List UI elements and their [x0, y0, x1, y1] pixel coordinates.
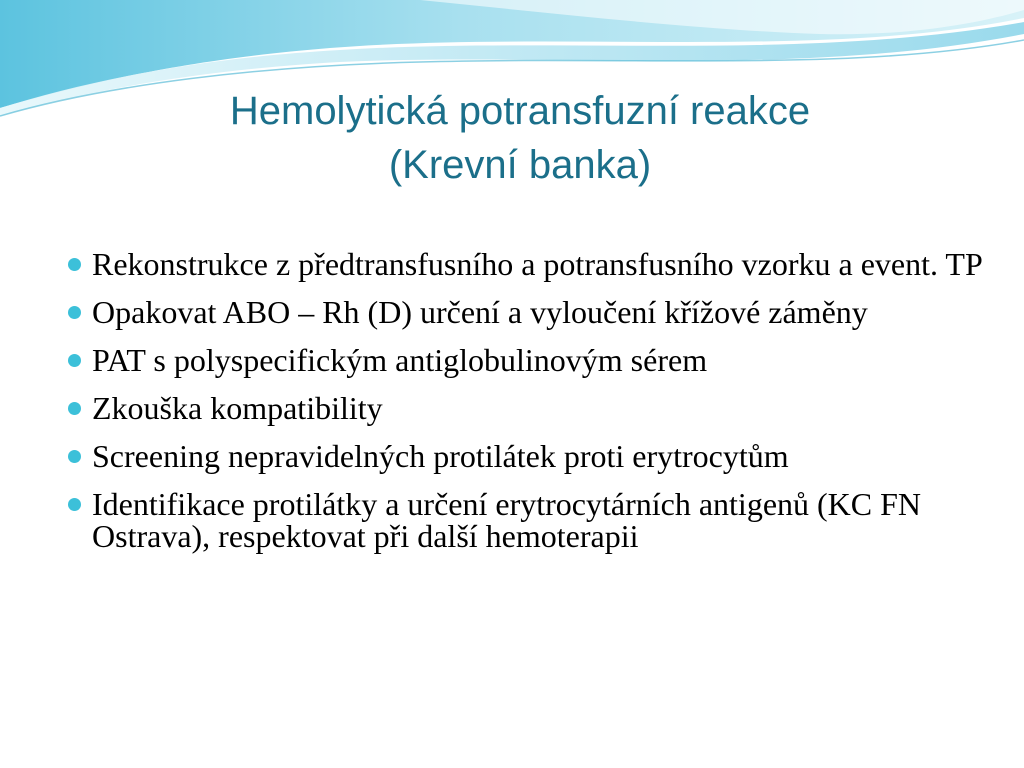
bullet-marker-icon [68, 498, 81, 511]
bullet-item [62, 440, 992, 472]
bullet-item [62, 248, 992, 280]
bullet-text: Zkouška kompatibility [92, 390, 383, 426]
bullet-item [62, 296, 992, 328]
slide-title-line-1: Hemolytická potransfuzní reakce [229, 89, 811, 133]
bullet-text: Identifikace protilátky a určení erytrocytárních antigenů (KC FN Ostrava), respektovat při další hemoterapii [92, 486, 922, 554]
bullet-marker-icon [68, 450, 81, 463]
bullet-text: PAT s polyspecifickým antiglobulinovým sérem [92, 342, 708, 378]
slide-title [0, 84, 1024, 192]
bullet-item [62, 392, 992, 424]
bullet-marker-icon [68, 354, 81, 367]
bullet-marker-icon [68, 258, 81, 271]
bullet-marker-icon [68, 306, 81, 319]
slide-title-line-2: (Krevní banka) [388, 143, 652, 187]
bullet-text: Screening nepravidelných protilátek proti erytrocytům [92, 438, 789, 474]
bullet-marker-icon [68, 402, 81, 415]
bullet-text: Opakovat ABO – Rh (D) určení a vyloučení křížové záměny [92, 294, 868, 330]
bullet-list [62, 248, 992, 568]
bullet-item [62, 488, 992, 552]
bullet-text: Rekonstrukce z předtransfusního a potransfusního vzorku a event. TP [92, 246, 983, 282]
bullet-item [62, 344, 992, 376]
